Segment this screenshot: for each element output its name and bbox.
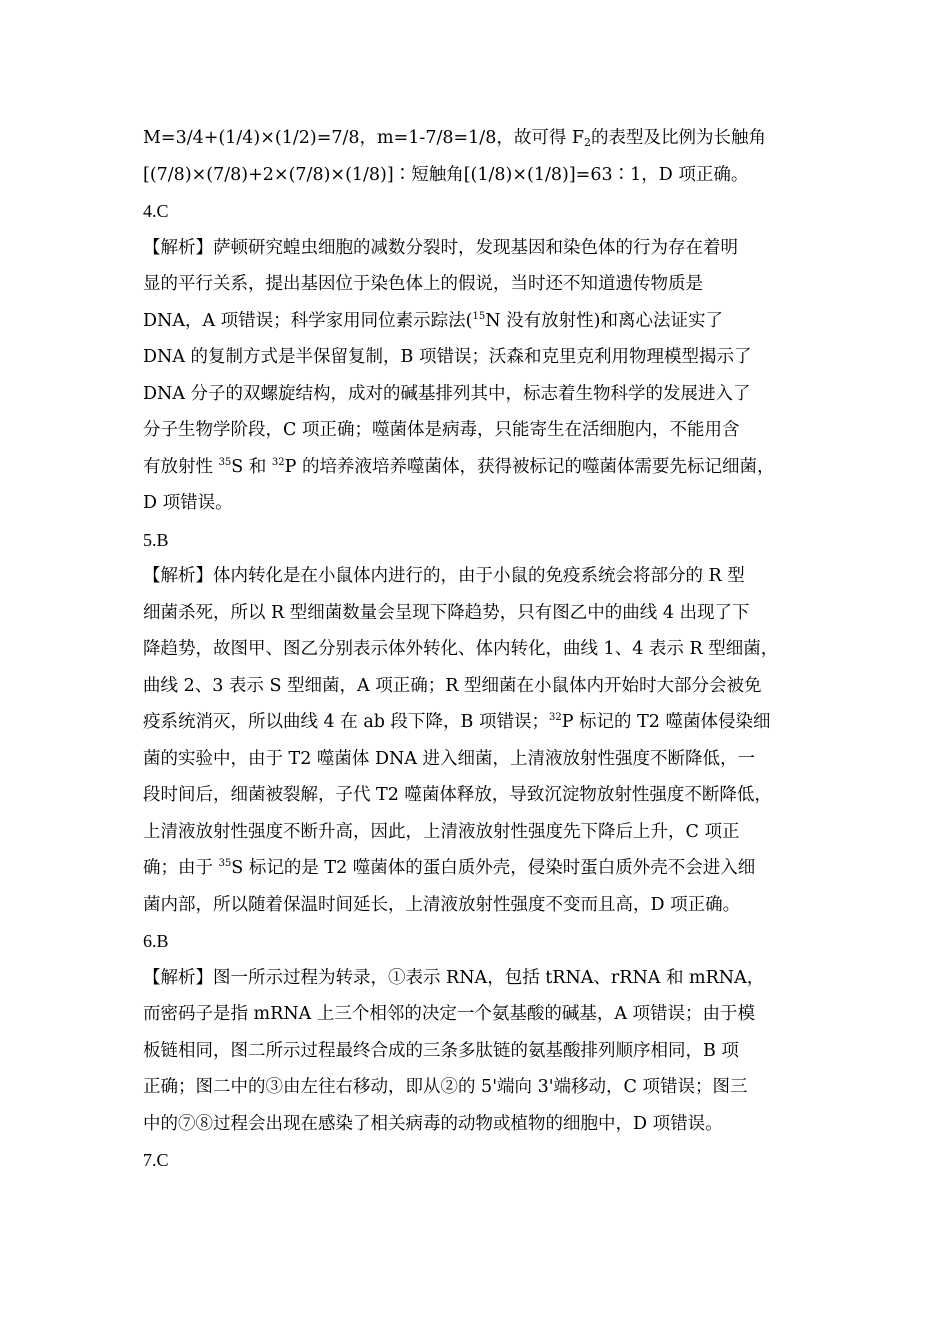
text-line: 分子生物学阶段，C 项正确；噬菌体是病毒，只能寄生在活细胞内，不能用含	[143, 420, 740, 440]
explanation-line: 【解析】图一所示过程为转录，①表示 RNA，包括 tRNA、rRNA 和 mRNA，	[143, 968, 765, 988]
text-line: 上清液放射性强度不断升高，因此，上清液放射性强度先下降后上升，C 项正	[143, 822, 740, 842]
text-segment: S 标记的是 T2 噬菌体的蛋白质外壳，侵染时蛋白质外壳不会进入细	[231, 858, 756, 878]
question-number: 5.B	[143, 530, 169, 550]
superscript: 35	[218, 858, 232, 869]
text-segment: P 的培养液培养噬菌体，获得被标记的噬菌体需要先标记细菌，	[284, 457, 775, 477]
superscript: 15	[472, 311, 486, 322]
text-segment: S 和	[231, 457, 272, 477]
text-line: DNA 分子的双螺旋结构，成对的碱基排列其中，标志着生物科学的发展进入了	[143, 384, 751, 404]
question-number: 4.C	[143, 201, 169, 221]
superscript: 32	[271, 457, 285, 468]
text-line: D 项错误。	[143, 493, 233, 513]
question-number: 6.B	[143, 931, 169, 951]
text-line: DNA 的复制方式是半保留复制，B 项错误；沃森和克里克利用物理模型揭示了	[143, 347, 752, 367]
text-line: 段时间后，细菌被裂解，子代 T2 噬菌体释放，导致沉淀物放射性强度不断降低，	[143, 785, 772, 805]
text-segment: 确；由于	[143, 858, 219, 878]
question-number: 7.C	[143, 1150, 169, 1170]
text-segment: 有放射性	[143, 457, 219, 477]
text-segment: M=3/4+(1/4)×(1/2)=7/8，m=1-7/8=1/8，故可得 F	[143, 128, 585, 148]
text-line: 菌内部，所以随着保温时间延长，上清液放射性强度不变而且高，D 项正确。	[143, 895, 741, 915]
text-line: 细菌杀死，所以 R 型细菌数量会呈现下降趋势，只有图乙中的曲线 4 出现了下	[143, 603, 750, 623]
superscript: 35	[218, 457, 232, 468]
text-line: 降趋势，故图甲、图乙分别表示体外转化、体内转化，曲线 1、4 表示 R 型细菌，	[143, 639, 779, 659]
subscript: 2	[584, 136, 592, 149]
text-segment: N 没有放射性)和离心法证实了	[485, 311, 723, 331]
text-line	[143, 310, 723, 332]
text-line: [(7/8)×(7/8)+2×(7/8)×(1/8)]∶短触角[(1/8)×(1/8)]=63∶1，D 项正确。	[143, 165, 749, 185]
text-line: 板链相同，图二所示过程最终合成的三条多肽链的氨基酸排列顺序相同，B 项	[143, 1041, 739, 1061]
explanation-line: 【解析】萨顿研究蝗虫细胞的减数分裂时，发现基因和染色体的行为存在着明	[143, 238, 738, 258]
explanation-line: 【解析】体内转化是在小鼠体内进行的，由于小鼠的免疫系统会将部分的 R 型	[143, 566, 745, 586]
text-line	[143, 857, 755, 879]
text-line: 中的⑦⑧过程会出现在感染了相关病毒的动物或植物的细胞中，D 项错误。	[143, 1114, 723, 1134]
text-segment: 疫系统消灭，所以曲线 4 在 ab 段下降，B 项错误；	[143, 712, 549, 732]
text-segment: DNA，A 项错误；科学家用同位素示踪法(	[143, 311, 473, 331]
superscript: 32	[548, 712, 562, 723]
text-line: 菌的实验中，由于 T2 噬菌体 DNA 进入细菌，上清液放射性强度不断降低，一	[143, 749, 756, 769]
text-segment: P 标记的 T2 噬菌体侵染细	[561, 712, 771, 732]
text-line	[143, 127, 766, 149]
text-segment: 的表型及比例为长触角	[591, 128, 767, 148]
text-line: 曲线 2、3 表示 S 型细菌，A 项正确；R 型细菌在小鼠体内开始时大部分会被免	[143, 676, 762, 696]
text-line: 而密码子是指 mRNA 上三个相邻的决定一个氨基酸的碱基，A 项错误；由于模	[143, 1004, 756, 1024]
text-line	[143, 456, 775, 478]
text-line: 正确；图二中的③由左往右移动，即从②的 5'端向 3'端移动，C 项错误；图三	[143, 1077, 748, 1097]
text-line: 显的平行关系，提出基因位于染色体上的假说，当时还不知道遗传物质是	[143, 274, 703, 294]
text-line	[143, 711, 770, 733]
